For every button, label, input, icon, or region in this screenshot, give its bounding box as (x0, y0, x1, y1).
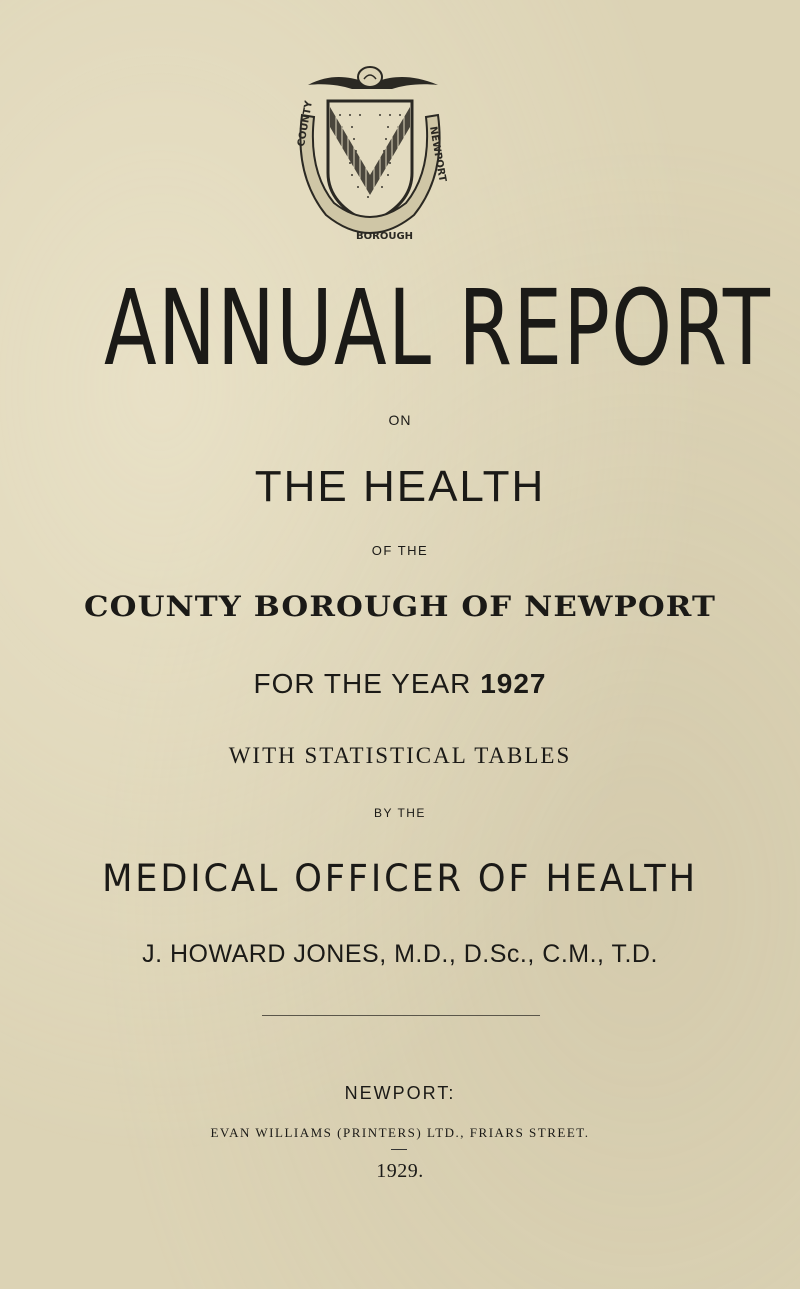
period-prefix: FOR THE YEAR (253, 668, 472, 699)
publication-place: NEWPORT: (344, 1083, 456, 1103)
period-year: 1927 (480, 668, 547, 699)
report-period (0, 668, 800, 700)
authority-heading: COUNTY BOROUGH OF NEWPORT (84, 590, 716, 623)
publication-year: 1929. (376, 1160, 424, 1182)
svg-text:COUNTY: COUNTY (296, 99, 316, 148)
borough-crest-icon (280, 55, 460, 255)
report-title: ANNUAL REPORT (104, 267, 772, 389)
svg-text:NEWPORT: NEWPORT (427, 125, 448, 183)
officer-title: MEDICAL OFFICER OF HEALTH (102, 857, 698, 900)
author-name: J. HOWARD JONES, M.D., D.Sc., C.M., T.D. (142, 940, 658, 968)
imprint-dash (391, 1149, 407, 1150)
of-the-label: OF THE (371, 543, 429, 558)
subject-heading: THE HEALTH (254, 462, 546, 511)
on-label: ON (388, 412, 412, 428)
svg-text:BOROUGH: BOROUGH (356, 231, 414, 242)
printer-imprint: EVAN WILLIAMS (PRINTERS) LTD., FRIARS STREET. (210, 1125, 590, 1140)
divider-rule (262, 1015, 540, 1016)
by-the-label: BY THE (374, 806, 426, 820)
statistical-tables-line: WITH STATISTICAL TABLES (228, 743, 572, 768)
